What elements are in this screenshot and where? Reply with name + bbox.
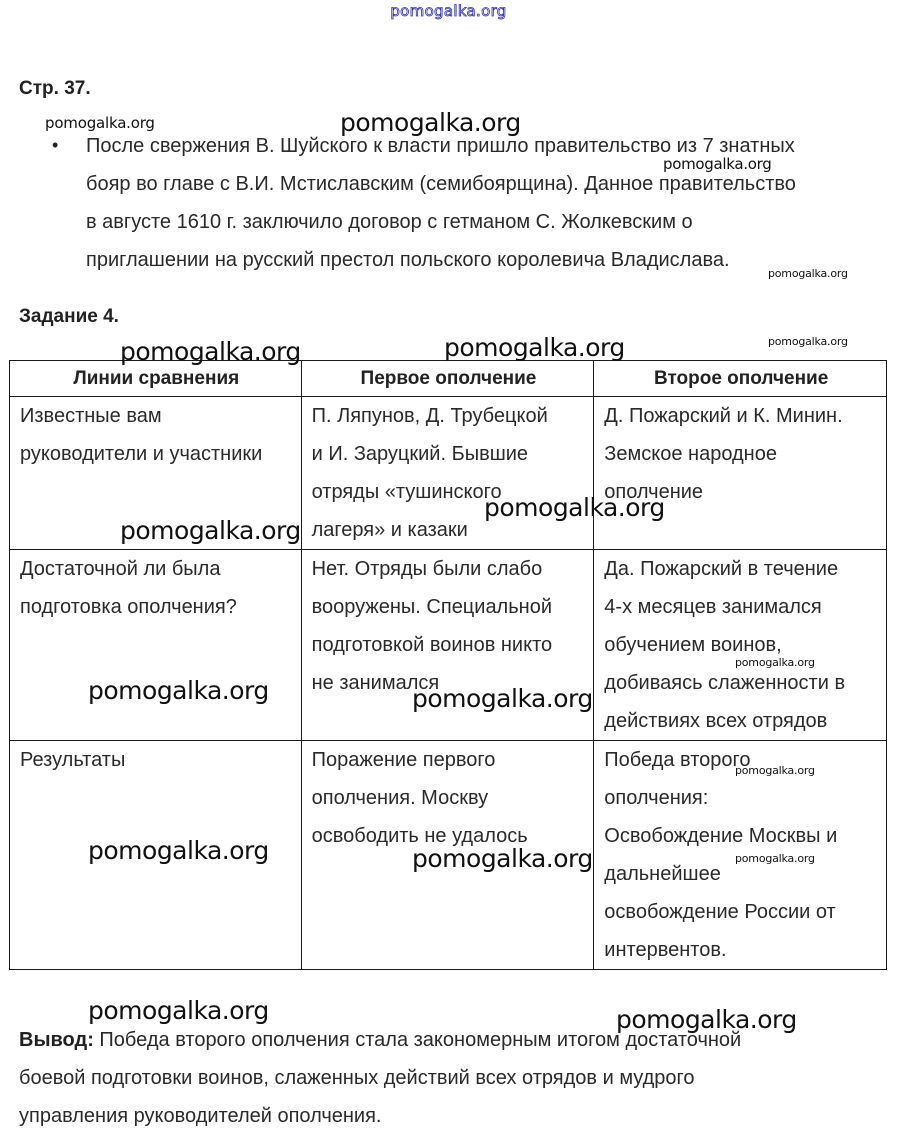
table-cell-criterion (10, 397, 302, 550)
cell-text: Освобождение Москвы и (604, 825, 838, 847)
watermark: pomogalka.org (45, 114, 155, 132)
watermark: pomogalka.org (616, 1005, 797, 1034)
table-cell-first (301, 397, 594, 550)
cell-text: лагеря» и казаки (311, 519, 468, 541)
watermark: pomogalka.org (412, 684, 593, 713)
paragraph-line: бояр во главе с В.И. Мстиславским (семибоярщина). Данное правительство (86, 173, 796, 195)
cell-text: Результаты (20, 749, 126, 771)
table-cell-criterion (10, 741, 302, 970)
cell-text: Известные вам (20, 405, 162, 427)
watermark: pomogalka.org (735, 764, 815, 777)
table-cell-first (301, 741, 594, 970)
cell-text: вооружены. Специальной (311, 596, 552, 618)
conclusion-line: управления руководителей ополчения. (19, 1105, 382, 1127)
watermark: pomogalka.org (120, 516, 301, 545)
cell-text: обучением воинов, (604, 634, 782, 656)
watermark: pomogalka.org (444, 333, 625, 362)
cell-text: действиях всех отрядов (604, 710, 828, 732)
cell-text: освободить не удалось (311, 825, 528, 847)
column-header-first-militia: Первое ополчение (301, 361, 594, 397)
cell-text: Д. Пожарский и К. Минин. (604, 405, 843, 427)
cell-text: дальнейшее (604, 863, 721, 885)
paragraph-line: После свержения В. Шуйского к власти пришло правительство из 7 знатных (86, 135, 795, 157)
table-cell-criterion (10, 550, 302, 741)
cell-text: отряды «тушинского (311, 481, 502, 503)
cell-text: добиваясь слаженности в (604, 672, 846, 694)
table-cell-second (594, 397, 887, 550)
watermark: pomogalka.org (663, 155, 772, 173)
cell-text: ополчения. Москву (311, 787, 489, 809)
task-heading: Задание 4. (19, 306, 119, 327)
cell-text: и И. Заруцкий. Бывшие (311, 443, 529, 465)
conclusion-line: боевой подготовки воинов, слаженных действий всех отрядов и мудрого (19, 1067, 695, 1089)
cell-text: Да. Пожарский в течение (604, 558, 839, 580)
table-cell-second (594, 741, 887, 970)
watermark: pomogalka.org (88, 676, 269, 705)
cell-text: не занимался (311, 672, 440, 694)
watermark: pomogalka.org (340, 108, 521, 137)
table-header-row (10, 361, 887, 397)
cell-text: ополчения: (604, 787, 709, 809)
cell-text: Поражение первого (311, 749, 496, 771)
site-watermark-top: pomogalka.org (390, 2, 507, 20)
column-header-second-militia: Второе ополчение (594, 361, 887, 397)
table-row (10, 550, 887, 741)
comparison-table (9, 360, 887, 970)
cell-text: интервентов. (604, 939, 727, 961)
cell-text: Нет. Отряды были слабо (311, 558, 543, 580)
cell-text: подготовкой воинов никто (311, 634, 553, 656)
conclusion-text: Победа второго ополчения стала закономерным итогом достаточной (93, 1029, 742, 1051)
page-reference-heading: Стр. 37. (19, 78, 91, 99)
cell-text: 4-х месяцев занимался (604, 596, 822, 618)
watermark: pomogalka.org (412, 844, 593, 873)
watermark: pomogalka.org (120, 337, 301, 366)
watermark: pomogalka.org (768, 267, 848, 280)
cell-text: Достаточной ли была (20, 558, 221, 580)
cell-text: П. Ляпунов, Д. Трубецкой (311, 405, 548, 427)
cell-text: освобождение России от (604, 901, 836, 923)
conclusion-line (19, 1029, 741, 1052)
conclusion-label: Вывод: (19, 1029, 94, 1051)
watermark: pomogalka.org (768, 335, 848, 348)
bullet-marker: • (52, 135, 59, 155)
cell-text: подготовка ополчения? (20, 596, 237, 618)
cell-text: ополчение (604, 481, 704, 503)
column-header-criteria: Линии сравнения (10, 361, 302, 397)
table-cell-first (301, 550, 594, 741)
cell-text: руководители и участники (20, 443, 263, 465)
table-row (10, 397, 887, 550)
table-row (10, 741, 887, 970)
watermark: pomogalka.org (735, 852, 815, 865)
watermark: pomogalka.org (735, 656, 815, 669)
cell-text: Победа второго (604, 749, 751, 771)
paragraph-line: в августе 1610 г. заключило договор с гетманом С. Жолкевским о (86, 211, 693, 233)
watermark: pomogalka.org (88, 836, 269, 865)
watermark: pomogalka.org (88, 996, 269, 1025)
watermark: pomogalka.org (484, 493, 665, 522)
paragraph-line: приглашении на русский престол польского королевича Владислава. (86, 249, 730, 271)
table-cell-second (594, 550, 887, 741)
cell-text: Земское народное (604, 443, 777, 465)
